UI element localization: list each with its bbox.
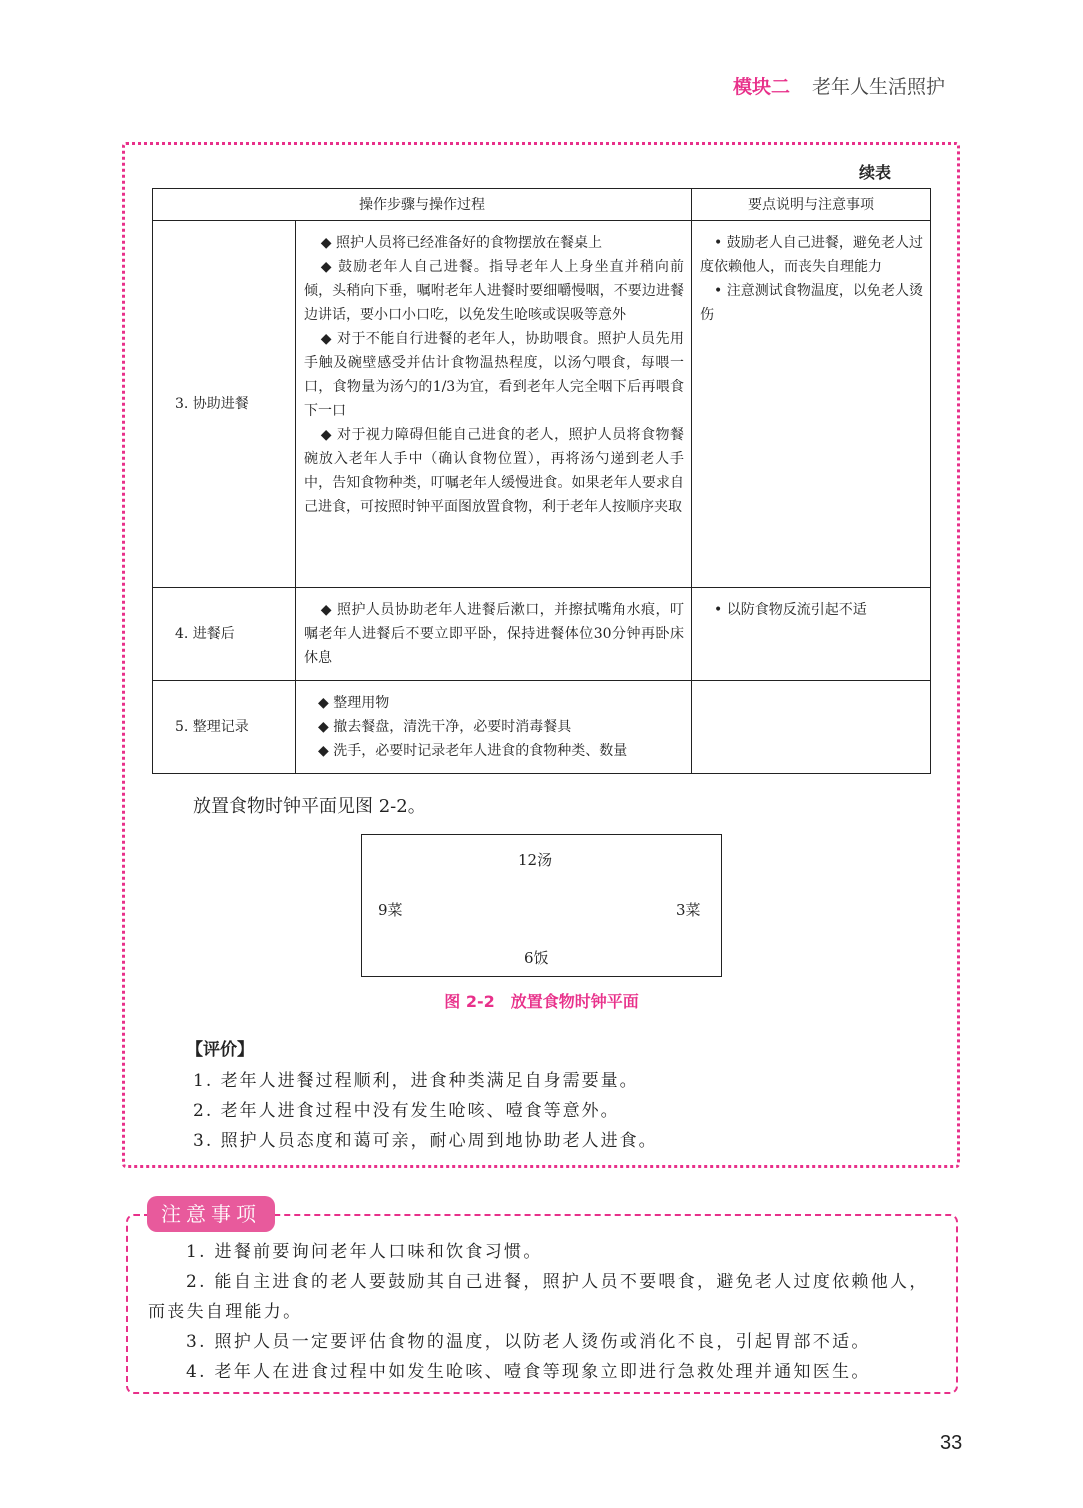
- table-row: [153, 681, 931, 774]
- continued-label: 续表: [858, 163, 891, 182]
- figure-caption: 图 2-2 放置食物时钟平面: [444, 992, 639, 1011]
- running-header: [733, 72, 945, 99]
- notes-tag: 注意事项: [147, 1196, 275, 1232]
- process-cell: [296, 221, 692, 588]
- clock-right: 3菜: [676, 901, 701, 919]
- note-item: • 以防食物反流引起不适: [714, 602, 867, 618]
- evaluation-item: 1. 老年人进餐过程顺利，进食种类满足自身需要量。: [193, 1071, 639, 1091]
- process-item: ◆ 照护人员协助老年人进餐后漱口，并擦拭嘴角水痕，叮嘱老年人进餐后不要立即平卧，保持进餐体位30分钟再卧床休息: [304, 602, 684, 666]
- note-item: 4. 老年人在进食过程中如发生呛咳、噎食等现象立即进行急救处理并通知医生。: [186, 1362, 871, 1382]
- note-item: 3. 照护人员一定要评估食物的温度，以防老人烫伤或消化不良，引起胃部不适。: [186, 1332, 871, 1352]
- lead-paragraph: 放置食物时钟平面见图 2-2。: [193, 796, 426, 817]
- column-header: 操作步骤与操作过程: [153, 189, 692, 221]
- module-label: 模块二: [733, 76, 791, 98]
- evaluation-item: 2. 老年人进食过程中没有发生呛咳、噎食等意外。: [193, 1101, 620, 1121]
- table-row: [153, 221, 931, 588]
- module-title: 老年人生活照护: [812, 76, 946, 98]
- process-item: ◆ 对于不能自行进餐的老年人，协助喂食。照护人员先用手触及碗壁感受并估计食物温热程度，以汤勺喂食，每喂一口，食物量为汤勺的1/3为宜，看到老年人完全咽下后再喂食下一口: [304, 331, 684, 419]
- process-item: ◆ 撤去餐盘，清洗干净，必要时消毒餐具: [318, 719, 572, 735]
- step-cell: 4. 进餐后: [153, 588, 296, 681]
- process-item: ◆ 鼓励老年人自己进餐。指导老年人上身坐直并稍向前倾，头稍向下垂，嘱咐老年人进餐时要细嚼慢咽，不要边进餐边讲话，要小口小口吃，以免发生呛咳或误吸等意外: [304, 259, 684, 323]
- clock-bottom: 6饭: [524, 949, 549, 967]
- clock-diagram: [361, 834, 722, 977]
- step-cell: 3. 协助进餐: [153, 221, 296, 588]
- clock-top: 12汤: [518, 851, 553, 869]
- note-cell: [692, 221, 931, 588]
- process-item: ◆ 整理用物: [318, 695, 390, 711]
- process-cell: [296, 681, 692, 774]
- note-item: 2. 能自主进食的老人要鼓励其自己进餐，照护人员不要喂食，避免老人过度依赖他人，而丧失自理能力。: [148, 1272, 929, 1322]
- evaluation-item: 3. 照护人员态度和蔼可亲，耐心周到地协助老人进食。: [193, 1131, 658, 1151]
- page-number: 33: [940, 1432, 963, 1454]
- step-cell: 5. 整理记录: [153, 681, 296, 774]
- process-item: ◆ 对于视力障碍但能自己进食的老人，照护人员将食物餐碗放入老年人手中（确认食物位置），再将汤勺递到老人手中，告知食物种类，叮嘱老年人缓慢进食。如果老年人要求自己进食，可按照时钟平面图放置食物，利于老年人按顺序夹取: [304, 427, 684, 515]
- note-item: • 注意测试食物温度，以免老人烫伤: [700, 283, 923, 323]
- note-item: 1. 进餐前要询问老年人口味和饮食习惯。: [186, 1242, 543, 1262]
- procedure-table: [152, 188, 931, 774]
- evaluation-heading: 【评价】: [186, 1040, 254, 1060]
- table-header-row: [153, 189, 931, 221]
- note-item: • 鼓励老人自己进餐，避免老人过度依赖他人，而丧失自理能力: [700, 235, 923, 275]
- process-item: ◆ 洗手，必要时记录老年人进食的食物种类、数量: [318, 743, 628, 759]
- column-header: 要点说明与注意事项: [692, 189, 931, 221]
- table-row: [153, 588, 931, 681]
- note-cell: [692, 588, 931, 681]
- process-item: ◆ 照护人员将已经准备好的食物摆放在餐桌上: [320, 235, 603, 251]
- note-cell: [692, 681, 931, 774]
- clock-left: 9菜: [378, 901, 403, 919]
- process-cell: [296, 588, 692, 681]
